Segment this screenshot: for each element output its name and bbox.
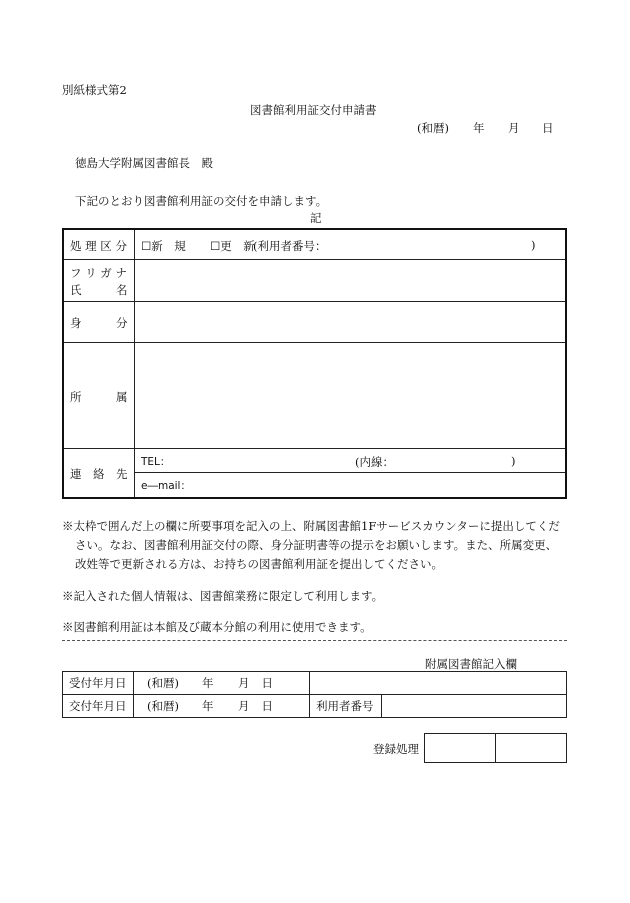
library-section-heading: 附属図書館記入欄 (425, 657, 517, 671)
affiliation-label-cell (64, 343, 135, 448)
issued-day: 日 (256, 695, 310, 718)
row-contact (64, 449, 565, 497)
cut-line-divider (62, 640, 567, 641)
tel-row[interactable] (135, 449, 565, 473)
registration-box-1[interactable] (424, 733, 496, 763)
date-era: (和暦) (417, 121, 449, 135)
contact-label: 連 絡 先 (70, 467, 128, 481)
registration-box-2[interactable] (495, 733, 567, 763)
request-text: 下記のとおり図書館利用証の交付を申請します。 (75, 194, 328, 208)
form-number: 別紙様式第2 (62, 83, 127, 97)
received-era: (和暦) (134, 672, 184, 695)
affiliation-input-cell[interactable] (135, 343, 565, 448)
library-record-table (62, 671, 567, 718)
contact-label-cell (64, 449, 135, 497)
ki-label: 記 (310, 211, 322, 225)
email-row[interactable] (135, 473, 565, 497)
extension-close-paren: ) (511, 454, 516, 468)
date-day: 日 (542, 121, 554, 135)
name-input-cell[interactable] (135, 260, 565, 301)
user-number-cell[interactable] (382, 695, 567, 718)
date-month: 月 (508, 121, 520, 135)
issued-month: 月 (220, 695, 256, 718)
affiliation-label: 所 属 (70, 390, 128, 404)
received-extra-cell[interactable] (310, 672, 567, 695)
addressee: 徳島大学附属図書館長 殿 (75, 156, 213, 170)
received-month: 月 (220, 672, 256, 695)
received-date-row (63, 672, 567, 695)
note-submission-line3: 改姓等で更新される方は、お持ちの図書館利用証を提出してください。 (75, 557, 443, 571)
extension-prefix: (内線： (355, 455, 394, 469)
name-label-cell (64, 260, 135, 301)
processing-type-label-cell (64, 230, 135, 259)
row-affiliation (64, 343, 565, 449)
status-label-cell (64, 302, 135, 342)
user-number-close-paren: ) (531, 238, 536, 252)
document-title: 図書館利用証交付申請書 (250, 103, 377, 117)
user-number-prefix: (利用者番号： (253, 239, 327, 253)
row-status (64, 302, 565, 343)
email-label: e―mail： (141, 480, 191, 492)
issued-date-row (63, 695, 567, 718)
note-submission-line2: さい。なお、図書館利用証交付の際、身分証明書等の提示をお願いします。また、所属変更、 (75, 538, 558, 552)
received-date-label: 受付年月日 (63, 672, 134, 695)
option-renew-checkbox[interactable]: ☐更 新 (210, 239, 255, 253)
row-name (64, 260, 565, 302)
processing-type-label: 処 理 区 分 (70, 239, 127, 253)
option-new-checkbox[interactable]: ☐新 規 (141, 239, 186, 253)
issued-year: 年 (184, 695, 220, 718)
status-input-cell[interactable] (135, 302, 565, 342)
note-submission-line1: ※太枠で囲んだ上の欄に所要事項を記入の上、附属図書館1Fサービスカウンターに提出してくだ (62, 519, 560, 533)
status-label: 身 分 (70, 316, 128, 330)
issued-date-label: 交付年月日 (63, 695, 134, 718)
note-usage: ※図書館利用証は本館及び蔵本分館の利用に使用できます。 (62, 620, 372, 634)
user-number-label: 利用者番号 (310, 695, 382, 718)
received-day: 日 (256, 672, 310, 695)
row-processing-type (64, 230, 565, 260)
contact-cell (135, 449, 565, 497)
name-label: 氏 名 (70, 283, 128, 297)
tel-label: TEL： (141, 456, 171, 468)
received-year: 年 (184, 672, 220, 695)
date-year: 年 (473, 121, 485, 135)
furigana-label: フ リ ガ ナ (70, 266, 127, 280)
issued-era: (和暦) (134, 695, 184, 718)
processing-type-cell (135, 230, 565, 259)
application-table (62, 228, 567, 499)
registration-label: 登録処理 (373, 742, 419, 756)
note-privacy: ※記入された個人情報は、図書館業務に限定して利用します。 (62, 589, 384, 603)
